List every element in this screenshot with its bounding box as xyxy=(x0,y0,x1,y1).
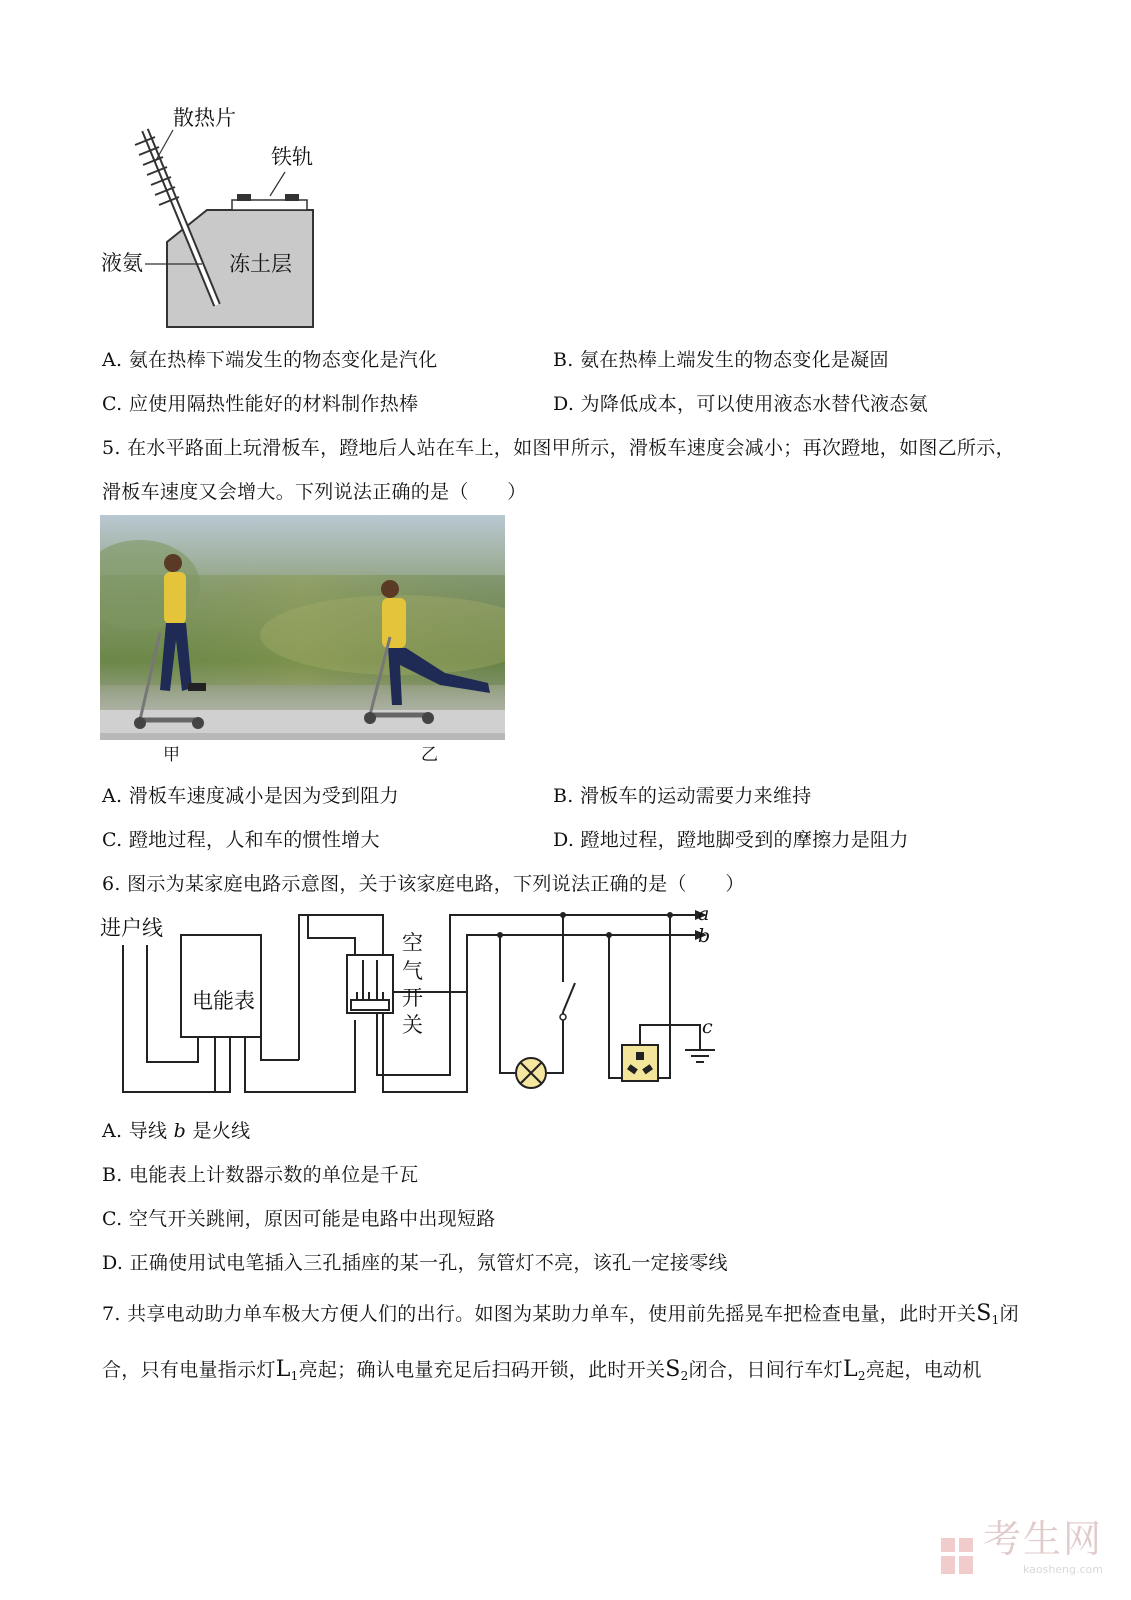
breaker-label-2: 气 xyxy=(402,959,423,983)
q6-option-b: B. 电能表上计数器示数的单位是千瓦 xyxy=(102,1164,419,1186)
q7-lamp2-subscript: 2 xyxy=(857,1369,866,1383)
q7-switch-subscript: 1 xyxy=(991,1313,1000,1327)
rail-label: 铁轨 xyxy=(271,145,313,169)
q7-switch-symbol: S xyxy=(976,1301,992,1326)
scooter-photo xyxy=(100,515,505,740)
rail-base xyxy=(232,200,307,210)
wire-c-label: c xyxy=(702,1016,713,1038)
rail-left xyxy=(237,194,251,201)
q5-option-a: A. 滑板车速度减小是因为受到阻力 xyxy=(102,785,399,807)
q7-line2-part-a: 合，只有电量指示灯 xyxy=(102,1359,276,1381)
q4-option-a: A. 氨在热棒下端发生的物态变化是汽化 xyxy=(102,349,438,371)
wire-b-label: b xyxy=(698,925,711,947)
q6-stem: 6. 图示为某家庭电路示意图，关于该家庭电路，下列说法正确的是（ ） xyxy=(102,873,745,895)
q5-option-d: D. 蹬地过程，蹬地脚受到的摩擦力是阻力 xyxy=(553,829,909,851)
q7-switch2-symbol: S xyxy=(665,1357,681,1382)
q4-option-d: D. 为降低成本，可以使用液态水替代液态氨 xyxy=(553,393,928,415)
q4-option-c: C. 应使用隔热性能好的材料制作热棒 xyxy=(102,393,419,415)
breaker-label-3: 开 xyxy=(402,986,423,1010)
wire-a-label: a xyxy=(698,903,710,925)
q7-line1-text: 7. 共享电动助力单车极大方便人们的出行。如图为某助力单车，使用前先摇晃车把检查电量，此时开关 xyxy=(102,1303,977,1325)
q6-option-a-variable: b xyxy=(173,1120,187,1142)
meter-label: 电能表 xyxy=(192,989,255,1013)
q6-option-a-prefix: A. 导线 xyxy=(102,1120,168,1142)
q7-lamp1-subscript: 1 xyxy=(290,1369,299,1383)
q7-line2-part-d: 亮起，电动机 xyxy=(865,1359,982,1381)
ammonia-label: 液氨 xyxy=(101,251,143,275)
fin-label: 散热片 xyxy=(173,106,236,130)
photo-caption-left: 甲 xyxy=(163,745,180,765)
q7-stem-line1 xyxy=(102,1299,1019,1327)
q5-stem-line1: 5. 在水平路面上玩滑板车，蹬地后人站在车上，如图甲所示，滑板车速度会减小；再次蹬地，如图乙所示， xyxy=(102,437,1015,459)
watermark-text: 考生网 xyxy=(982,1517,1103,1561)
q7-line2-part-b: 亮起；确认电量充足后扫码开锁，此时开关 xyxy=(298,1359,666,1381)
q6-option-a xyxy=(102,1116,250,1143)
q6-option-d: D. 正确使用试电笔插入三孔插座的某一孔，氖管灯不亮，该孔一定接零线 xyxy=(102,1252,728,1274)
heat-pipe-diagram xyxy=(95,100,355,335)
breaker-label-1: 空 xyxy=(402,931,423,955)
breaker-label-4: 关 xyxy=(402,1013,423,1037)
q6-option-c: C. 空气开关跳闸，原因可能是电路中出现短路 xyxy=(102,1208,496,1230)
q4-option-b: B. 氨在热棒上端发生的物态变化是凝固 xyxy=(553,349,889,371)
watermark xyxy=(939,1508,1103,1576)
watermark-url: kaosheng.com xyxy=(1022,1563,1103,1576)
rail-right xyxy=(285,194,299,201)
q7-switch2-subscript: 2 xyxy=(680,1369,689,1383)
photo-caption-right: 乙 xyxy=(421,745,438,765)
q7-stem-line2 xyxy=(102,1355,982,1383)
q5-option-c: C. 蹬地过程，人和车的惯性增大 xyxy=(102,829,380,851)
incoming-line-label: 进户线 xyxy=(100,916,163,940)
soil-label: 冻土层 xyxy=(229,252,292,276)
q5-option-b: B. 滑板车的运动需要力来维持 xyxy=(553,785,812,807)
three-pin-socket xyxy=(622,1045,658,1081)
q7-lamp2-symbol: L xyxy=(842,1357,858,1382)
q6-option-a-suffix: 是火线 xyxy=(192,1120,251,1142)
q7-line2-part-c: 闭合，日间行车灯 xyxy=(688,1359,843,1381)
lamp-symbol xyxy=(516,1058,546,1088)
household-circuit-diagram xyxy=(95,900,735,1100)
watermark-logo-icon xyxy=(939,1536,975,1576)
q7-lamp1-symbol: L xyxy=(275,1357,291,1382)
q7-line1-end: 闭 xyxy=(999,1303,1019,1325)
q5-stem-line2: 滑板车速度又会增大。下列说法正确的是（ ） xyxy=(102,481,527,503)
